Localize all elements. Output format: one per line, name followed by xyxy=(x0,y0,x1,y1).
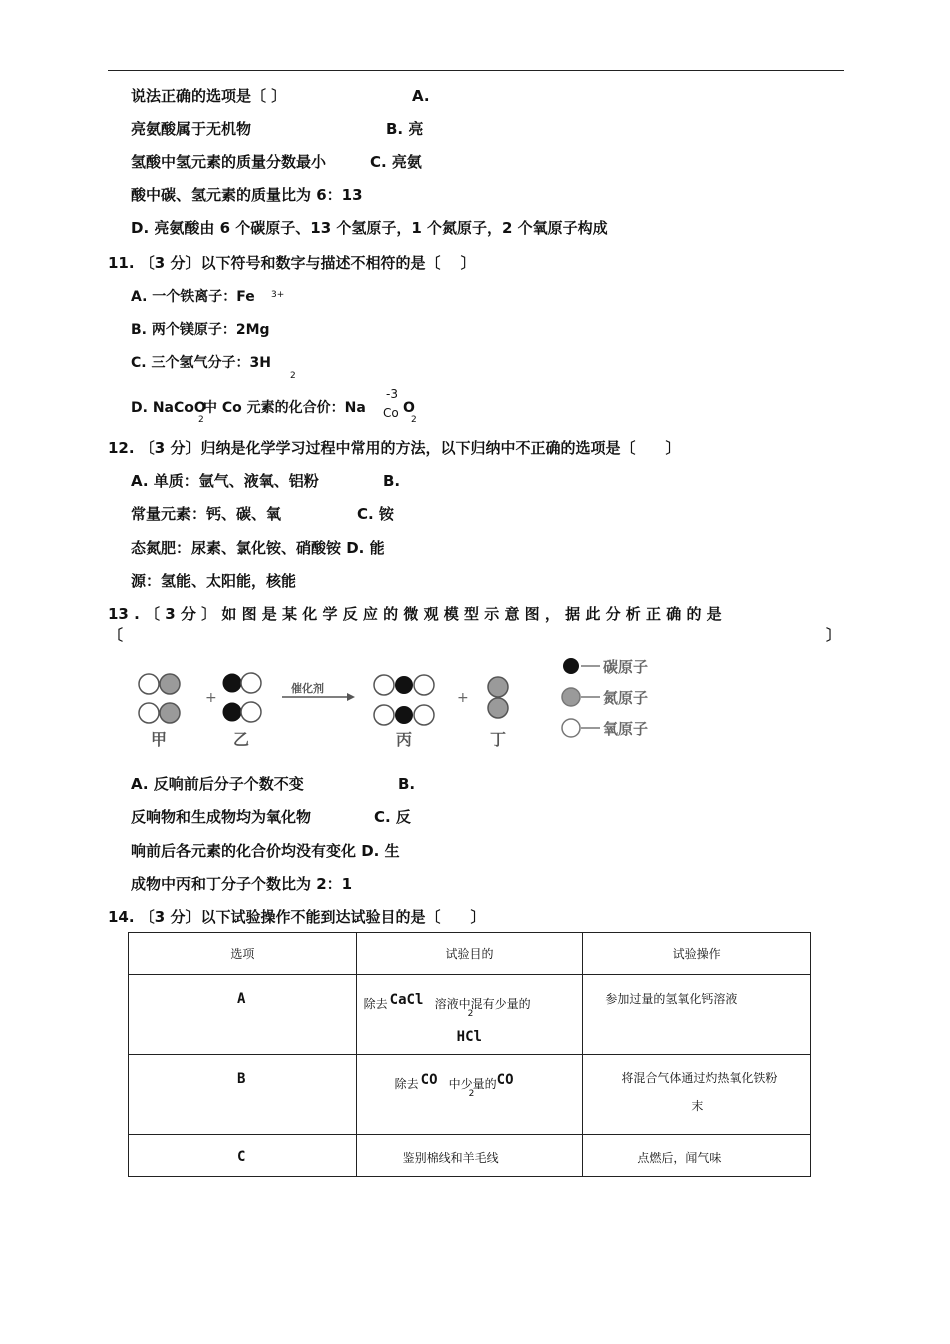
legend xyxy=(562,658,648,738)
q13-line-4: 成物中丙和丁分子个数比为 2：1 xyxy=(131,875,353,893)
row-a-goal-formula-2: HCl xyxy=(456,1029,482,1045)
q12-line-2: 常量元素：钙、碳、氧 xyxy=(131,505,282,523)
row-a-goal-subscript: 2 xyxy=(467,1009,474,1019)
q12-line-1: A. 单质：氩气、液氧、铝粉 xyxy=(131,472,319,490)
q11-option-b: B. 两个镁原子：2Mg xyxy=(131,322,270,338)
oxygen-atom xyxy=(374,705,394,725)
row-b-option-cell xyxy=(129,1055,357,1135)
header-goal: 试验目的 xyxy=(356,933,583,975)
q10-line-3: 氢酸中氢元素的质量分数最小 xyxy=(131,153,327,171)
legend-nitrogen-icon xyxy=(562,688,580,706)
q13-stem: 13 . 〔 3 分 〕 如 图 是 某 化 学 反 应 的 微 观 模 型 示 意 图 ， 据 此 分 析 正 确 的 是 xyxy=(108,605,722,623)
molecule-jia xyxy=(139,674,180,723)
molecule-yi xyxy=(223,673,261,722)
arrow-head-icon xyxy=(347,693,355,701)
q13-option-c-label: C. 反 xyxy=(374,808,411,826)
q11-option-d-o: O xyxy=(403,400,415,416)
q10-option-b-label: B. 亮 xyxy=(386,120,424,138)
q14-stem: 14. 〔3 分〕以下试验操作不能到达试验目的是〔 〕 xyxy=(108,908,486,926)
label-yi: 乙 xyxy=(233,730,250,749)
q12-line-4: 源：氢能、太阳能，核能 xyxy=(131,572,297,590)
row-b-goal-text: 中少量的 xyxy=(448,1077,497,1091)
legend-oxygen-icon xyxy=(562,719,580,737)
q11-option-d-subscript-1: 2 xyxy=(198,415,204,425)
header-option: 选项 xyxy=(129,933,357,975)
oxygen-atom xyxy=(414,675,434,695)
carbon-atom xyxy=(223,703,241,721)
q13-line-3: 响前后各元素的化合价均没有变化 D. 生 xyxy=(131,842,400,860)
nitrogen-atom xyxy=(488,677,508,697)
row-b-goal-subscript: 2 xyxy=(468,1089,475,1099)
oxygen-atom xyxy=(139,674,159,694)
row-c-operation: 点燃后，闻气味 xyxy=(637,1151,722,1165)
row-b-operation-cont: 末 xyxy=(691,1099,704,1113)
oxygen-atom xyxy=(139,703,159,723)
reaction-diagram xyxy=(130,650,670,750)
row-c-goal: 鉴别棉线和羊毛线 xyxy=(402,1151,499,1165)
molecule-bing xyxy=(374,675,434,725)
molecule-ding xyxy=(488,677,508,718)
row-a-goal-formula: CaCl xyxy=(389,992,424,1008)
table-row xyxy=(129,1055,811,1135)
label-ding: 丁 xyxy=(490,730,507,749)
row-c-option: C xyxy=(237,1149,246,1165)
table-row xyxy=(129,975,811,1055)
q10-line-1: 说法正确的选项是〔 〕 xyxy=(131,87,287,105)
q13-option-b-label: B. xyxy=(398,775,416,793)
oxygen-atom xyxy=(241,702,261,722)
carbon-atom xyxy=(223,674,241,692)
row-a-goal-cell xyxy=(356,975,583,1055)
row-a-operation: 参加过量的氢氧化钙溶液 xyxy=(605,992,738,1006)
carbon-atom xyxy=(395,706,413,724)
row-a-operation-cell xyxy=(583,975,811,1055)
q13-stem-close-bracket: 〕 xyxy=(826,626,842,644)
q11-option-c: C. 三个氢气分子：3H xyxy=(131,355,271,371)
q11-option-c-subscript: 2 xyxy=(290,371,296,381)
q10-option-c-label: C. 亮氨 xyxy=(370,153,422,171)
q13-line-1: A. 反响前后分子个数不变 xyxy=(131,775,304,793)
row-b-goal-cell xyxy=(356,1055,583,1135)
row-a-goal-prefix: 除去 xyxy=(363,997,388,1011)
q13-stem-open-bracket: 〔 xyxy=(108,626,124,644)
catalyst-label: 催化剂 xyxy=(291,682,324,695)
oxygen-atom xyxy=(241,673,261,693)
row-c-goal-cell xyxy=(356,1135,583,1177)
q11-option-d-valence: -3 xyxy=(386,387,398,401)
row-b-operation: 将混合气体通过灼热氧化铁粉 xyxy=(621,1071,778,1085)
oxygen-atom xyxy=(374,675,394,695)
row-b-goal-formula: CO xyxy=(420,1072,438,1088)
label-jia: 甲 xyxy=(151,730,168,749)
row-a-goal-text: 溶液中混有少量的 xyxy=(434,997,531,1011)
nitrogen-atom xyxy=(160,674,180,694)
plus-sign-1: + xyxy=(205,690,217,706)
q11-option-d-subscript-2: 2 xyxy=(411,415,417,425)
q12-option-b-label: B. xyxy=(383,472,401,490)
q11-option-d-co: Co xyxy=(383,406,399,420)
q10-option-a-label: A. xyxy=(412,87,430,105)
q10-option-d: D. 亮氨酸由 6 个碳原子、13 个氢原子，1 个氮原子，2 个氧原子构成 xyxy=(131,219,608,237)
legend-carbon-icon xyxy=(563,658,579,674)
oxygen-atom xyxy=(414,705,434,725)
legend-carbon-label: 碳原子 xyxy=(603,658,649,676)
row-b-goal-formula-2: CO xyxy=(496,1072,514,1088)
row-b-goal-prefix: 除去 xyxy=(394,1077,419,1091)
nitrogen-atom xyxy=(488,698,508,718)
table-header-row xyxy=(129,933,811,975)
row-b-operation-cell xyxy=(583,1055,811,1135)
carbon-atom xyxy=(395,676,413,694)
q11-option-a-charge: 3+ xyxy=(271,290,285,300)
q11-stem: 11. 〔3 分〕以下符号和数字与描述不相符的是〔 〕 xyxy=(108,254,476,272)
row-a-option: A xyxy=(237,991,246,1007)
q12-option-c-label: C. 铵 xyxy=(357,505,394,523)
legend-oxygen-label: 氧原子 xyxy=(603,720,649,738)
row-a-option-cell xyxy=(129,975,357,1055)
q11-option-d-formula: D. NaCoO xyxy=(131,400,206,416)
q10-line-4: 酸中碳、氢元素的质量比为 6：13 xyxy=(131,186,363,204)
q10-line-2: 亮氨酸属于无机物 xyxy=(131,120,252,138)
row-b-option: B xyxy=(237,1071,246,1087)
q11-option-a: A. 一个铁离子：Fe xyxy=(131,289,255,305)
header-operation: 试验操作 xyxy=(583,933,811,975)
q11-option-d-text: 中 Co 元素的化合价：Na xyxy=(203,400,366,416)
label-bing: 丙 xyxy=(396,730,413,749)
row-c-operation-cell xyxy=(583,1135,811,1177)
table-row xyxy=(129,1135,811,1177)
q12-line-3: 态氮肥：尿素、氯化铵、硝酸铵 D. 能 xyxy=(131,539,385,557)
row-c-option-cell xyxy=(129,1135,357,1177)
header-rule xyxy=(108,70,844,71)
legend-nitrogen-label: 氮原子 xyxy=(603,689,649,707)
nitrogen-atom xyxy=(160,703,180,723)
q14-table xyxy=(128,932,811,1177)
plus-sign-2: + xyxy=(457,690,469,706)
q13-line-2: 反响物和生成物均为氧化物 xyxy=(131,808,312,826)
q12-stem: 12. 〔3 分〕归纳是化学学习过程中常用的方法，以下归纳中不正确的选项是〔 〕 xyxy=(108,439,681,457)
